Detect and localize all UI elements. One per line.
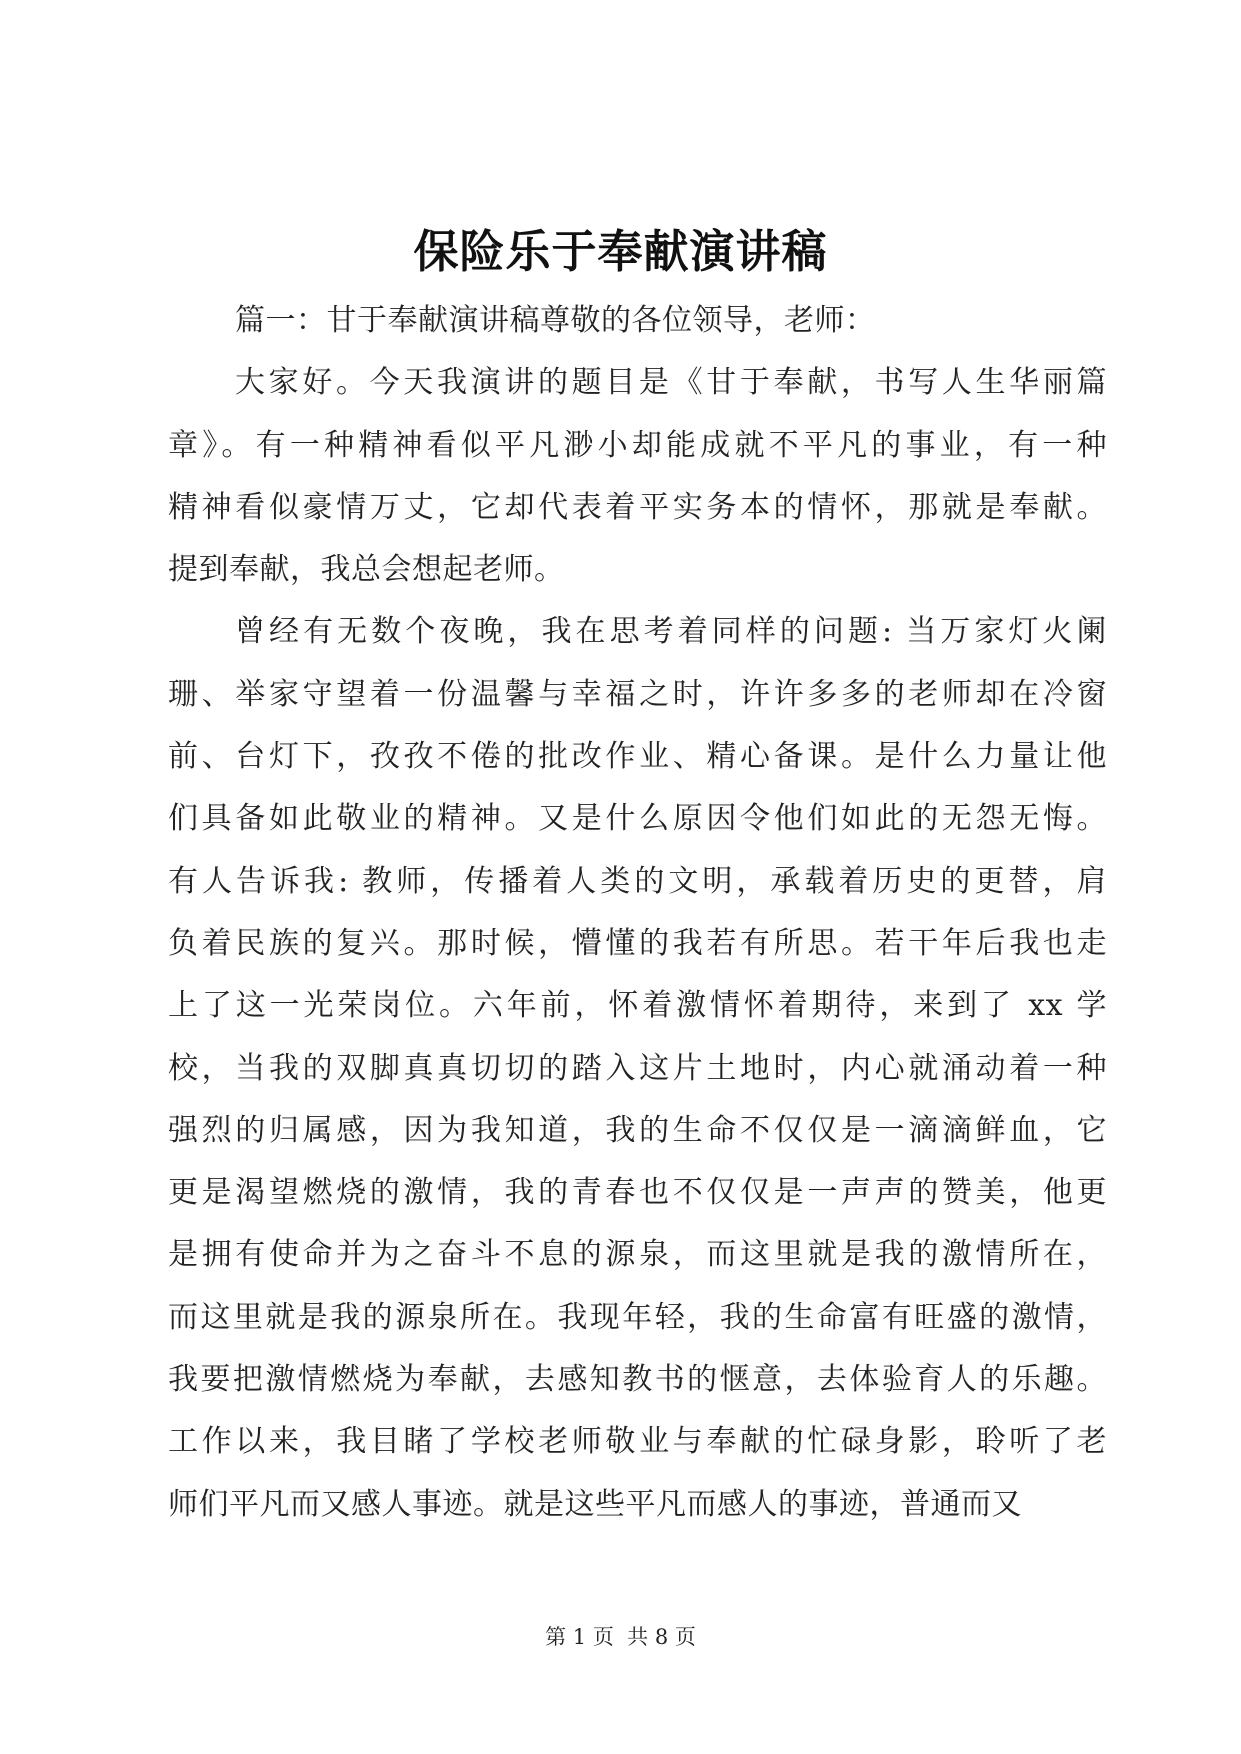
paragraph [168, 601, 1107, 1535]
text-line: 是拥有使命并为之奋斗不息的源泉，而这里就是我的激情所在， [168, 1237, 1107, 1273]
text-line: 章》。有一种精神看似平凡渺小却能成就不平凡的事业，有一种 [168, 427, 1107, 463]
text-line: 珊、举家守望着一份温馨与幸福之时，许许多多的老师却在冷窗 [168, 676, 1107, 712]
text-line: 而这里就是我的源泉所在。我现年轻，我的生命富有旺盛的激情， [168, 1299, 1107, 1335]
text-line: 精神看似豪情万丈，它却代表着平实务本的情怀，那就是奉献。 [168, 489, 1107, 525]
paragraph [168, 290, 1107, 352]
document-title: 保险乐于奉献演讲稿 [413, 225, 828, 278]
text-line: 校，当我的双脚真真切切的踏入这片土地时，内心就涌动着一种 [168, 1050, 1107, 1086]
text-line: 们具备如此敬业的精神。又是什么原因令他们如此的无怨无悔。 [168, 801, 1107, 837]
page-number: 第 1 页 共 8 页 [545, 1625, 696, 1649]
text-line: 我要把激情燃烧为奉献，去感知教书的惬意，去体验育人的乐趣。 [168, 1362, 1107, 1398]
text-line: 工作以来，我目睹了学校老师敬业与奉献的忙碌身影，聆听了老 [168, 1424, 1107, 1460]
text-line: 负着民族的复兴。那时候，懵懂的我若有所思。若干年后我也走 [168, 925, 1107, 961]
text-line: 提到奉献，我总会想起老师。 [168, 552, 565, 588]
text-line: 前、台灯下，孜孜不倦的批改作业、精心备课。是什么力量让他 [168, 739, 1107, 775]
text-line: 上了这一光荣岗位。六年前，怀着激情怀着期待，来到了 xx 学 [168, 988, 1107, 1024]
document-body [168, 290, 1107, 1536]
paragraph [168, 352, 1107, 601]
text-line: 强烈的归属感，因为我知道，我的生命不仅仅是一滴滴鲜血，它 [168, 1112, 1107, 1148]
text-line: 师们平凡而又感人事迹。就是这些平凡而感人的事迹，普通而又 [168, 1486, 1022, 1522]
text-line: 篇一：甘于奉献演讲稿尊敬的各位领导，老师： [235, 303, 876, 338]
text-line: 有人告诉我: 教师，传播着人类的文明，承载着历史的更替，肩 [168, 863, 1107, 899]
text-line: 大家好。今天我演讲的题目是《甘于奉献，书写人生华丽篇 [235, 365, 1107, 401]
text-line: 曾经有无数个夜晚，我在思考着同样的问题: 当万家灯火阑 [235, 614, 1107, 650]
text-line: 更是渴望燃烧的激情，我的青春也不仅仅是一声声的赞美，他更 [168, 1175, 1107, 1211]
